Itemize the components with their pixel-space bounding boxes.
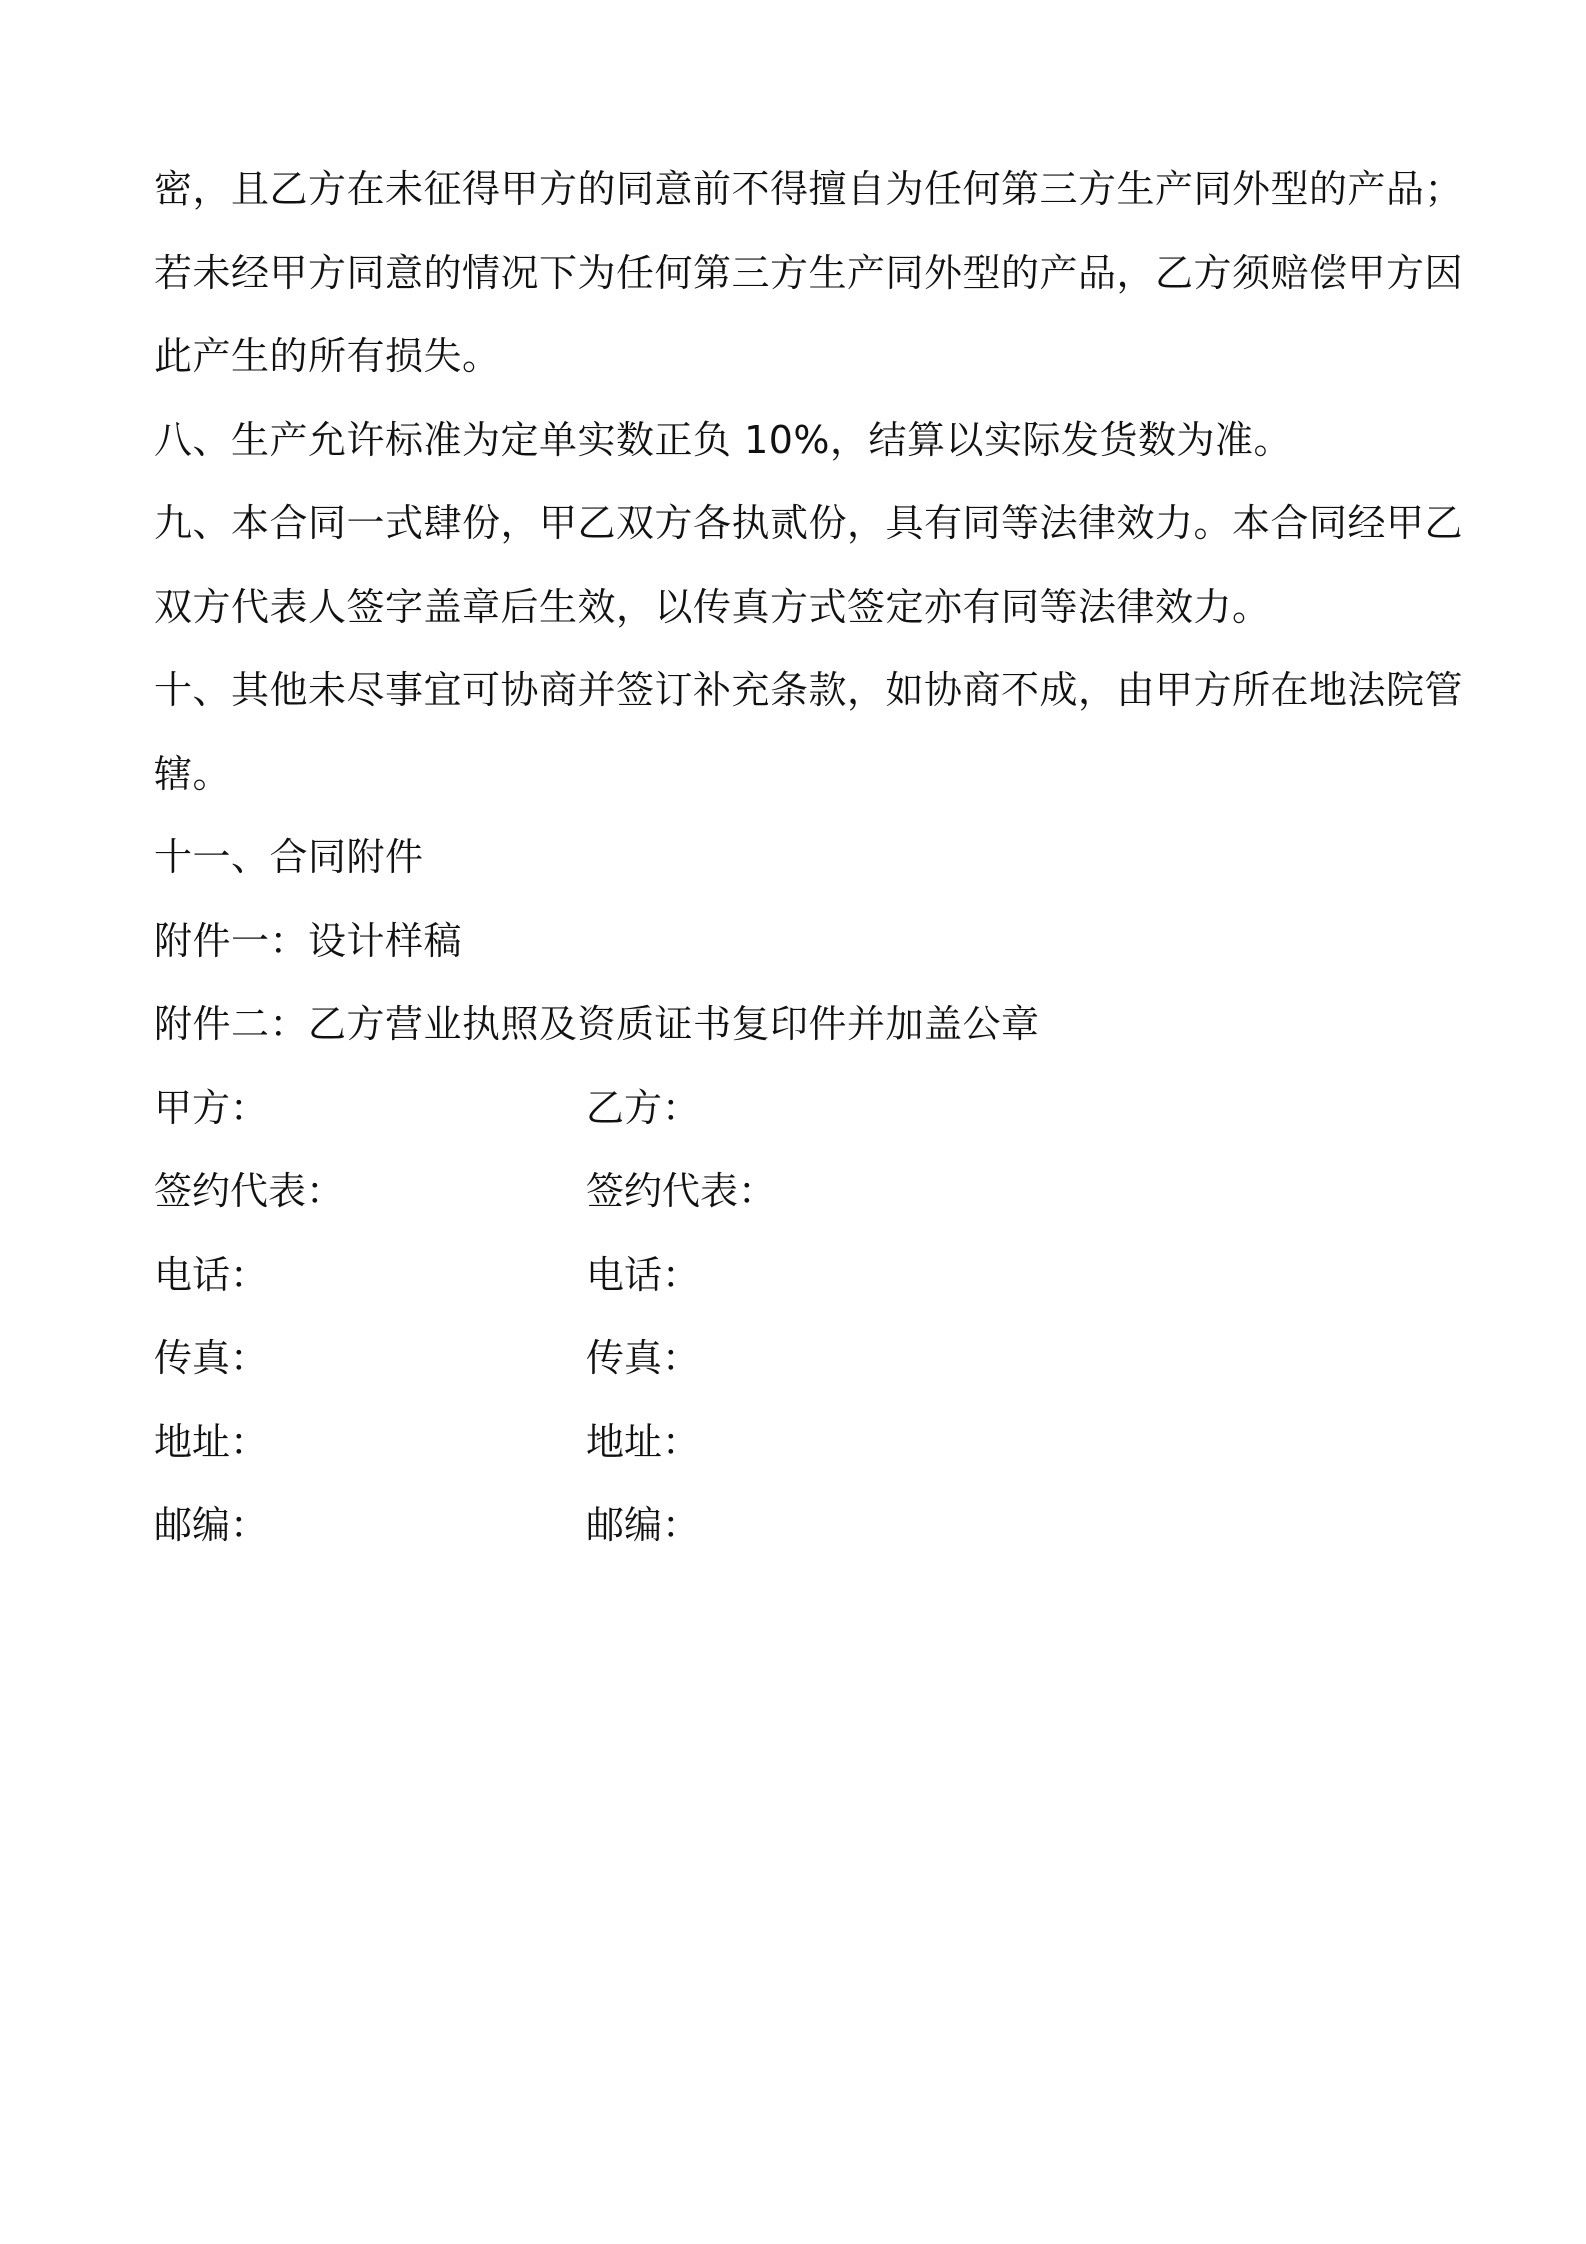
party-a-label: 甲方：: [154, 1085, 269, 1130]
party-a-postcode-label: 邮编：: [154, 1503, 269, 1547]
attachment-2: 附件二：乙方营业执照及资质证书复印件并加盖公章: [154, 1002, 1040, 1046]
clause-7-line-2: 若未经甲方同意的情况下为任何第三方生产同外型的产品，乙方须赔偿甲方因: [154, 250, 1464, 295]
party-b-phone-label: 电话：: [586, 1252, 701, 1297]
clause-10-line-2: 辖。: [154, 751, 232, 796]
signature-row-phone: [154, 1234, 1450, 1318]
clause-8: 八、生产允许标准为定单实数正负 10%，结算以实际发货数为准。: [154, 417, 1293, 462]
signature-row-party: [154, 1067, 1450, 1151]
party-a-representative-label: 签约代表：: [154, 1169, 345, 1213]
clause-9-line-2: 双方代表人签字盖章后生效，以传真方式签定亦有同等法律效力。: [154, 584, 1271, 629]
signature-row-address: [154, 1401, 1450, 1485]
party-b-postcode-label: 邮编：: [586, 1503, 701, 1547]
party-b-fax-label: 传真：: [586, 1336, 701, 1380]
party-b-label: 乙方：: [586, 1085, 701, 1130]
signature-row-fax: [154, 1317, 1450, 1401]
clause-11-heading: 十一、合同附件: [154, 835, 424, 879]
party-a-fax-label: 传真：: [154, 1336, 269, 1380]
clause-10-line-1: 十、其他未尽事宜可协商并签订补充条款，如协商不成，由甲方所在地法院管: [154, 668, 1464, 712]
signature-row-postcode: [154, 1484, 1450, 1568]
signature-row-representative: [154, 1150, 1450, 1234]
clause-7-line-3: 此产生的所有损失。: [154, 334, 501, 378]
party-a-phone-label: 电话：: [154, 1252, 269, 1297]
signature-block: [154, 1067, 1450, 1568]
attachment-1: 附件一：设计样稿: [154, 918, 463, 963]
party-b-representative-label: 签约代表：: [586, 1169, 777, 1213]
clause-9-line-1: 九、本合同一式肆份，甲乙双方各执贰份，具有同等法律效力。本合同经甲乙: [154, 501, 1464, 545]
contract-page: [154, 148, 1464, 1568]
party-a-address-label: 地址：: [154, 1419, 269, 1464]
clause-7-line-1: 密，且乙方在未征得甲方的同意前不得擅自为任何第三方生产同外型的产品；: [154, 167, 1464, 211]
party-b-address-label: 地址：: [586, 1419, 701, 1464]
